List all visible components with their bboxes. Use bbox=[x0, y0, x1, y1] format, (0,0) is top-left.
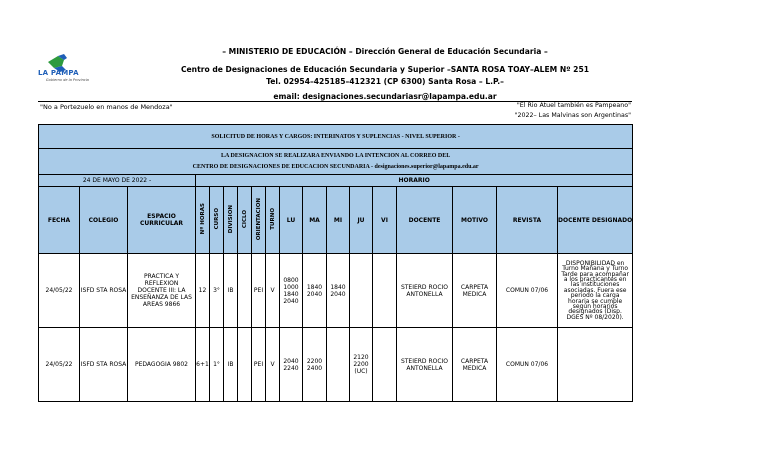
cell-orientacion: PEI bbox=[252, 328, 266, 402]
logo-subtitle: Gobierno de la Provincia bbox=[46, 78, 89, 82]
cell-motivo: CARPETA MEDICA bbox=[453, 254, 497, 328]
cell-lu: 2040 2240 bbox=[280, 328, 303, 402]
col-ju: JU bbox=[350, 187, 373, 254]
cell-lu: 0800 1000 1840 2040 bbox=[280, 254, 303, 328]
col-colegio: COLEGIO bbox=[80, 187, 128, 254]
col-curso: CURSO bbox=[213, 208, 220, 230]
col-ma: MA bbox=[303, 187, 327, 254]
cell-turno: V bbox=[266, 254, 280, 328]
cell-mi: 1840 2040 bbox=[327, 254, 350, 328]
form-subtitle-line1: LA DESIGNACION SE REALIZARA ENVIANDO LA INTENCION AL CORREO DEL bbox=[221, 152, 451, 159]
col-docente: DOCENTE bbox=[397, 187, 453, 254]
cell-espacio: PEDAGOGIA 9802 bbox=[128, 328, 196, 402]
form-date: 24 DE MAYO DE 2022 - bbox=[39, 175, 196, 187]
cell-curso: 3° bbox=[210, 254, 224, 328]
col-ciclo: CICLO bbox=[241, 209, 248, 229]
header-ministry: – MINISTERIO DE EDUCACIÓN – Dirección General de Educación Secundaria – bbox=[222, 47, 548, 56]
table-row bbox=[39, 328, 633, 402]
cell-colegio: ISFD STA ROSA bbox=[80, 328, 128, 402]
cell-division: IB bbox=[224, 328, 238, 402]
cell-vi bbox=[373, 328, 397, 402]
col-fecha: FECHA bbox=[39, 187, 80, 254]
col-motivo: MOTIVO bbox=[453, 187, 497, 254]
cell-fecha: 24/05/22 bbox=[39, 254, 80, 328]
cell-revista: COMUN 07/06 bbox=[497, 328, 558, 402]
cell-turno: V bbox=[266, 328, 280, 402]
cell-horas: 6+1 bbox=[196, 328, 210, 402]
cell-ma: 1840 2040 bbox=[303, 254, 327, 328]
cell-ciclo bbox=[238, 254, 252, 328]
cell-vi bbox=[373, 254, 397, 328]
cell-division: IB bbox=[224, 254, 238, 328]
header-tel: Tel. 02954–425185–412321 (CP 6300) Santa Rosa – L.P.– bbox=[266, 77, 504, 86]
cell-ma: 2200 2400 bbox=[303, 328, 327, 402]
form-title: SOLICITUD DE HORAS Y CARGOS: INTERINATOS Y SUPLENCIAS - NIVEL SUPERIOR - bbox=[39, 125, 633, 149]
col-docente-designado: DOCENTE DESIGNADO bbox=[558, 187, 633, 254]
cell-fecha: 24/05/22 bbox=[39, 328, 80, 402]
cell-ciclo bbox=[238, 328, 252, 402]
motto-left: "No a Portezuelo en manos de Mendoza" bbox=[40, 103, 173, 111]
cell-orientacion: PEI bbox=[252, 254, 266, 328]
cell-docente: STEIERD ROCIO ANTONELLA bbox=[397, 254, 453, 328]
cell-curso: 1° bbox=[210, 328, 224, 402]
logo-name: LA PAMPA bbox=[38, 69, 79, 77]
col-espacio: ESPACIO CURRICULAR bbox=[128, 187, 196, 254]
col-lu: LU bbox=[280, 187, 303, 254]
cell-motivo: CARPETA MEDICA bbox=[453, 328, 497, 402]
col-turno: TURNO bbox=[269, 208, 276, 230]
cell-horas: 12 bbox=[196, 254, 210, 328]
designaciones-table bbox=[38, 124, 633, 402]
cell-revista: COMUN 07/06 bbox=[497, 254, 558, 328]
cell-ju bbox=[350, 254, 373, 328]
form-subtitle bbox=[39, 149, 633, 175]
cell-espacio: PRACTICA Y REFLEXION DOCENTE III: LA ENSEÑANZA DE LAS AREAS 9866 bbox=[128, 254, 196, 328]
cell-designado: DISPONIBILIDAD en Turno Mañana y Turno Tarde para acompañar a los practicantes en las instituciones asociadas. Fuera ese periodo la carga horaria se cumple según horarios designados (Disp. DGES Nº 08/2020). bbox=[558, 254, 633, 328]
cell-docente: STEIERD ROCIO ANTONELLA bbox=[397, 328, 453, 402]
col-orientacion: ORIENTACION bbox=[255, 197, 262, 241]
header-email: email: designaciones.secundariasr@lapampa.edu.ar bbox=[273, 92, 497, 101]
cell-mi bbox=[327, 328, 350, 402]
horario-header: HORARIO bbox=[196, 175, 633, 187]
col-division: DIVISION bbox=[227, 204, 234, 234]
motto-right-1: "El Rio Atuel también es Pampeano" bbox=[516, 102, 631, 109]
col-mi: MI bbox=[327, 187, 350, 254]
header-centro: Centro de Designaciones de Educación Secundaria y Superior –SANTA ROSA TOAY–ALEM Nº 251 bbox=[180, 65, 590, 74]
form-subtitle-line2: CENTRO DE DESIGNACIONES DE EDUCACION SECUNDARIA - designaciones.superior@lapampa.edu.ar bbox=[192, 163, 479, 170]
table-row bbox=[39, 254, 633, 328]
col-vi: VI bbox=[373, 187, 397, 254]
cell-designado bbox=[558, 328, 633, 402]
cell-colegio: ISFD STA ROSA bbox=[80, 254, 128, 328]
col-revista: REVISTA bbox=[497, 187, 558, 254]
cell-ju: 2120 2200 (UC) bbox=[350, 328, 373, 402]
col-horas: Nº HORAS bbox=[199, 203, 206, 235]
motto-right-2: "2022– Las Malvinas son Argentinas" bbox=[514, 112, 631, 119]
